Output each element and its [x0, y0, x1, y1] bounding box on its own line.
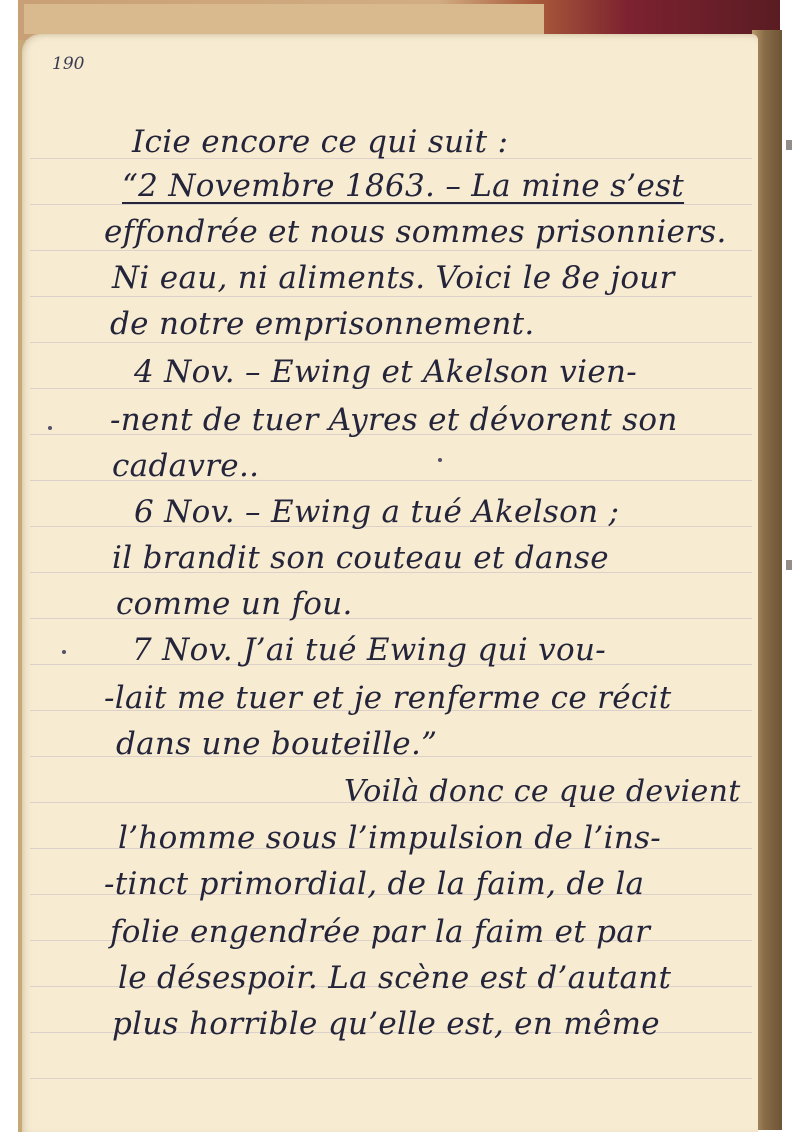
ruled-line	[30, 204, 752, 205]
text-line-9-date-entry: 6 Nov. – Ewing a tué Akelson ;	[134, 494, 620, 530]
text-line-18: folie engendrée par la faim et par	[110, 914, 651, 950]
text-line-2-date-entry: “2 Novembre 1863. – La mine s’est	[122, 168, 685, 204]
ink-dot	[438, 458, 442, 462]
text-line-15: Voilà donc ce que devient	[344, 774, 741, 809]
ruled-line	[30, 342, 752, 343]
text-line-17: -tinct primordial, de la faim, de la	[104, 866, 645, 902]
ruled-line	[30, 1078, 752, 1079]
text-line-13: -lait me tuer et je renferme ce récit	[104, 680, 672, 716]
text-line-1: Icie encore ce qui suit :	[132, 124, 509, 160]
text-line-3: effondrée et nous sommes prisonniers.	[104, 214, 727, 250]
text-line-19: le désespoir. La scène est d’autant	[118, 960, 672, 996]
text-line-4: Ni eau, ni aliments. Voici le 8e jour	[112, 260, 675, 296]
previous-page-edge	[24, 4, 544, 34]
ruled-line	[30, 250, 752, 251]
text-line-10: il brandit son couteau et danse	[112, 540, 609, 576]
page-number: 190	[52, 54, 85, 74]
text-line-5: de notre emprisonnement.	[110, 306, 535, 342]
ink-dot	[62, 650, 66, 654]
binding-mark	[786, 560, 792, 570]
text-line-12-date-entry: 7 Nov. J’ai tué Ewing qui vou-	[132, 632, 606, 668]
text-line-20: plus horrible qu’elle est, en même	[112, 1006, 660, 1042]
ink-dot	[48, 426, 52, 430]
binding-mark	[786, 140, 792, 150]
text-line-11: comme un fou.	[116, 586, 353, 622]
text-line-16: l’homme sous l’impulsion de l’ins-	[118, 820, 662, 856]
text-line-6-date-entry: 4 Nov. – Ewing et Akelson vien-	[134, 354, 637, 390]
ruled-line	[30, 296, 752, 297]
text-line-7: -nent de tuer Ayres et dévorent son	[110, 402, 678, 438]
text-line-8: cadavre..	[112, 448, 260, 484]
text-line-14: dans une bouteille.”	[116, 726, 438, 762]
